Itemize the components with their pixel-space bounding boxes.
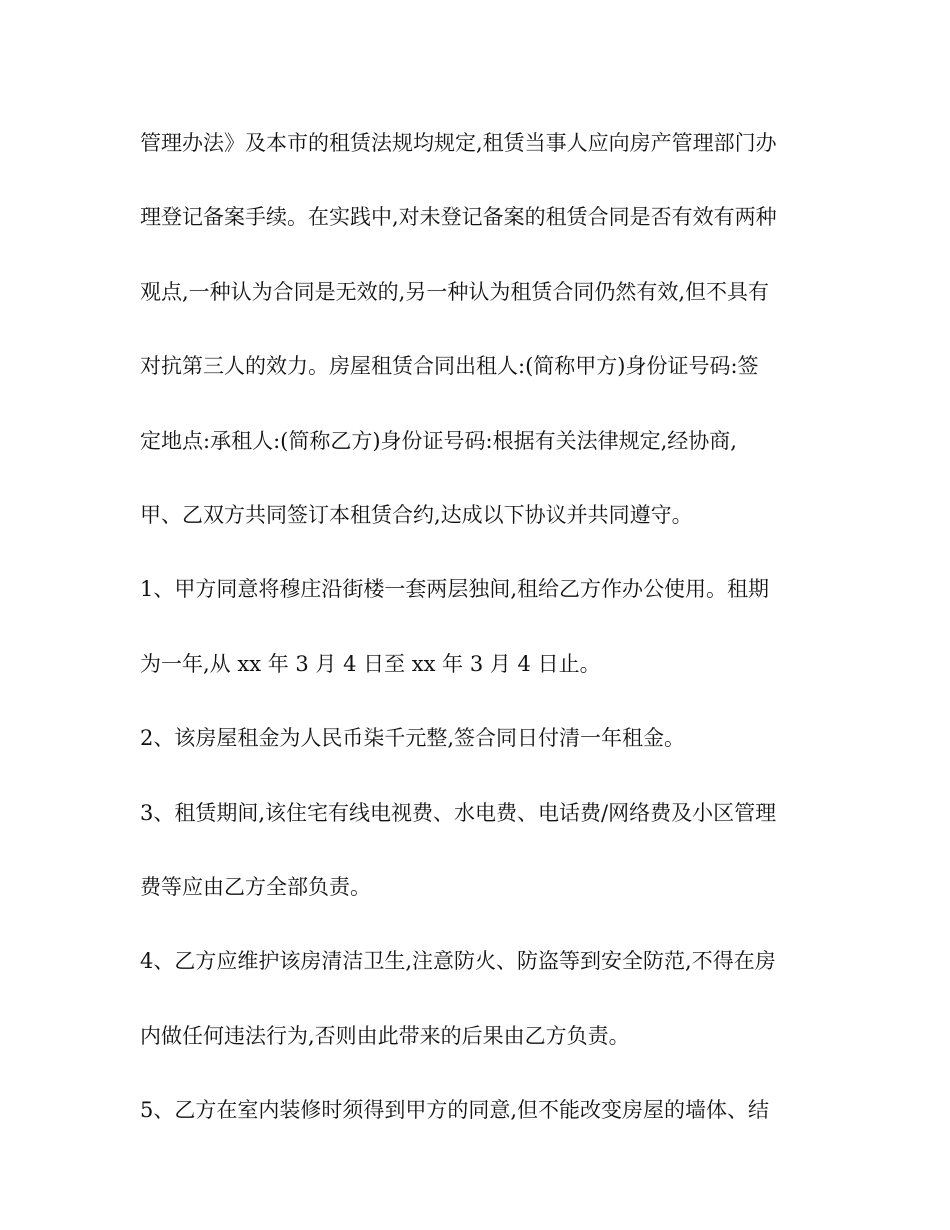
text-line: 管理办法》及本市的租赁法规均规定,租赁当事人应向房产管理部门办	[140, 131, 777, 155]
text-line: 1、甲方同意将穆庄沿街楼一套两层独间,租给乙方作办公使用。租期	[140, 577, 770, 601]
text-line: 4、乙方应维护该房清洁卫生,注意防火、防盗等到安全防范,不得在房	[140, 949, 776, 973]
text-line: 对抗第三人的效力。房屋租赁合同出租人:(简称甲方)身份证号码:签	[140, 354, 759, 378]
text-line: 2、该房屋租金为人民币柒千元整,签合同日付清一年租金。	[140, 726, 686, 750]
text-line: 3、租赁期间,该住宅有线电视费、水电费、电话费/网络费及小区管理	[140, 801, 777, 825]
text-line: 5、乙方在室内装修时须得到甲方的同意,但不能改变房屋的墙体、结	[140, 1098, 770, 1122]
text-line: 定地点:承租人:(简称乙方)身份证号码:根据有关法律规定,经协商,	[140, 429, 737, 453]
text-line: 甲、乙双方共同签订本租赁合约,达成以下协议并共同遵守。	[140, 503, 693, 527]
text-line: 为一年,从 xx 年 3 月 4 日至 xx 年 3 月 4 日止。	[140, 652, 601, 676]
text-line: 理登记备案手续。在实践中,对未登记备案的租赁合同是否有效有两种	[140, 205, 777, 229]
text-line: 费等应由乙方全部负责。	[140, 875, 371, 899]
text-line: 观点,一种认为合同是无效的,另一种认为租赁合同仍然有效,但不具有	[140, 280, 770, 304]
text-line: 内做任何违法行为,否则由此带来的后果由乙方负责。	[140, 1024, 630, 1048]
